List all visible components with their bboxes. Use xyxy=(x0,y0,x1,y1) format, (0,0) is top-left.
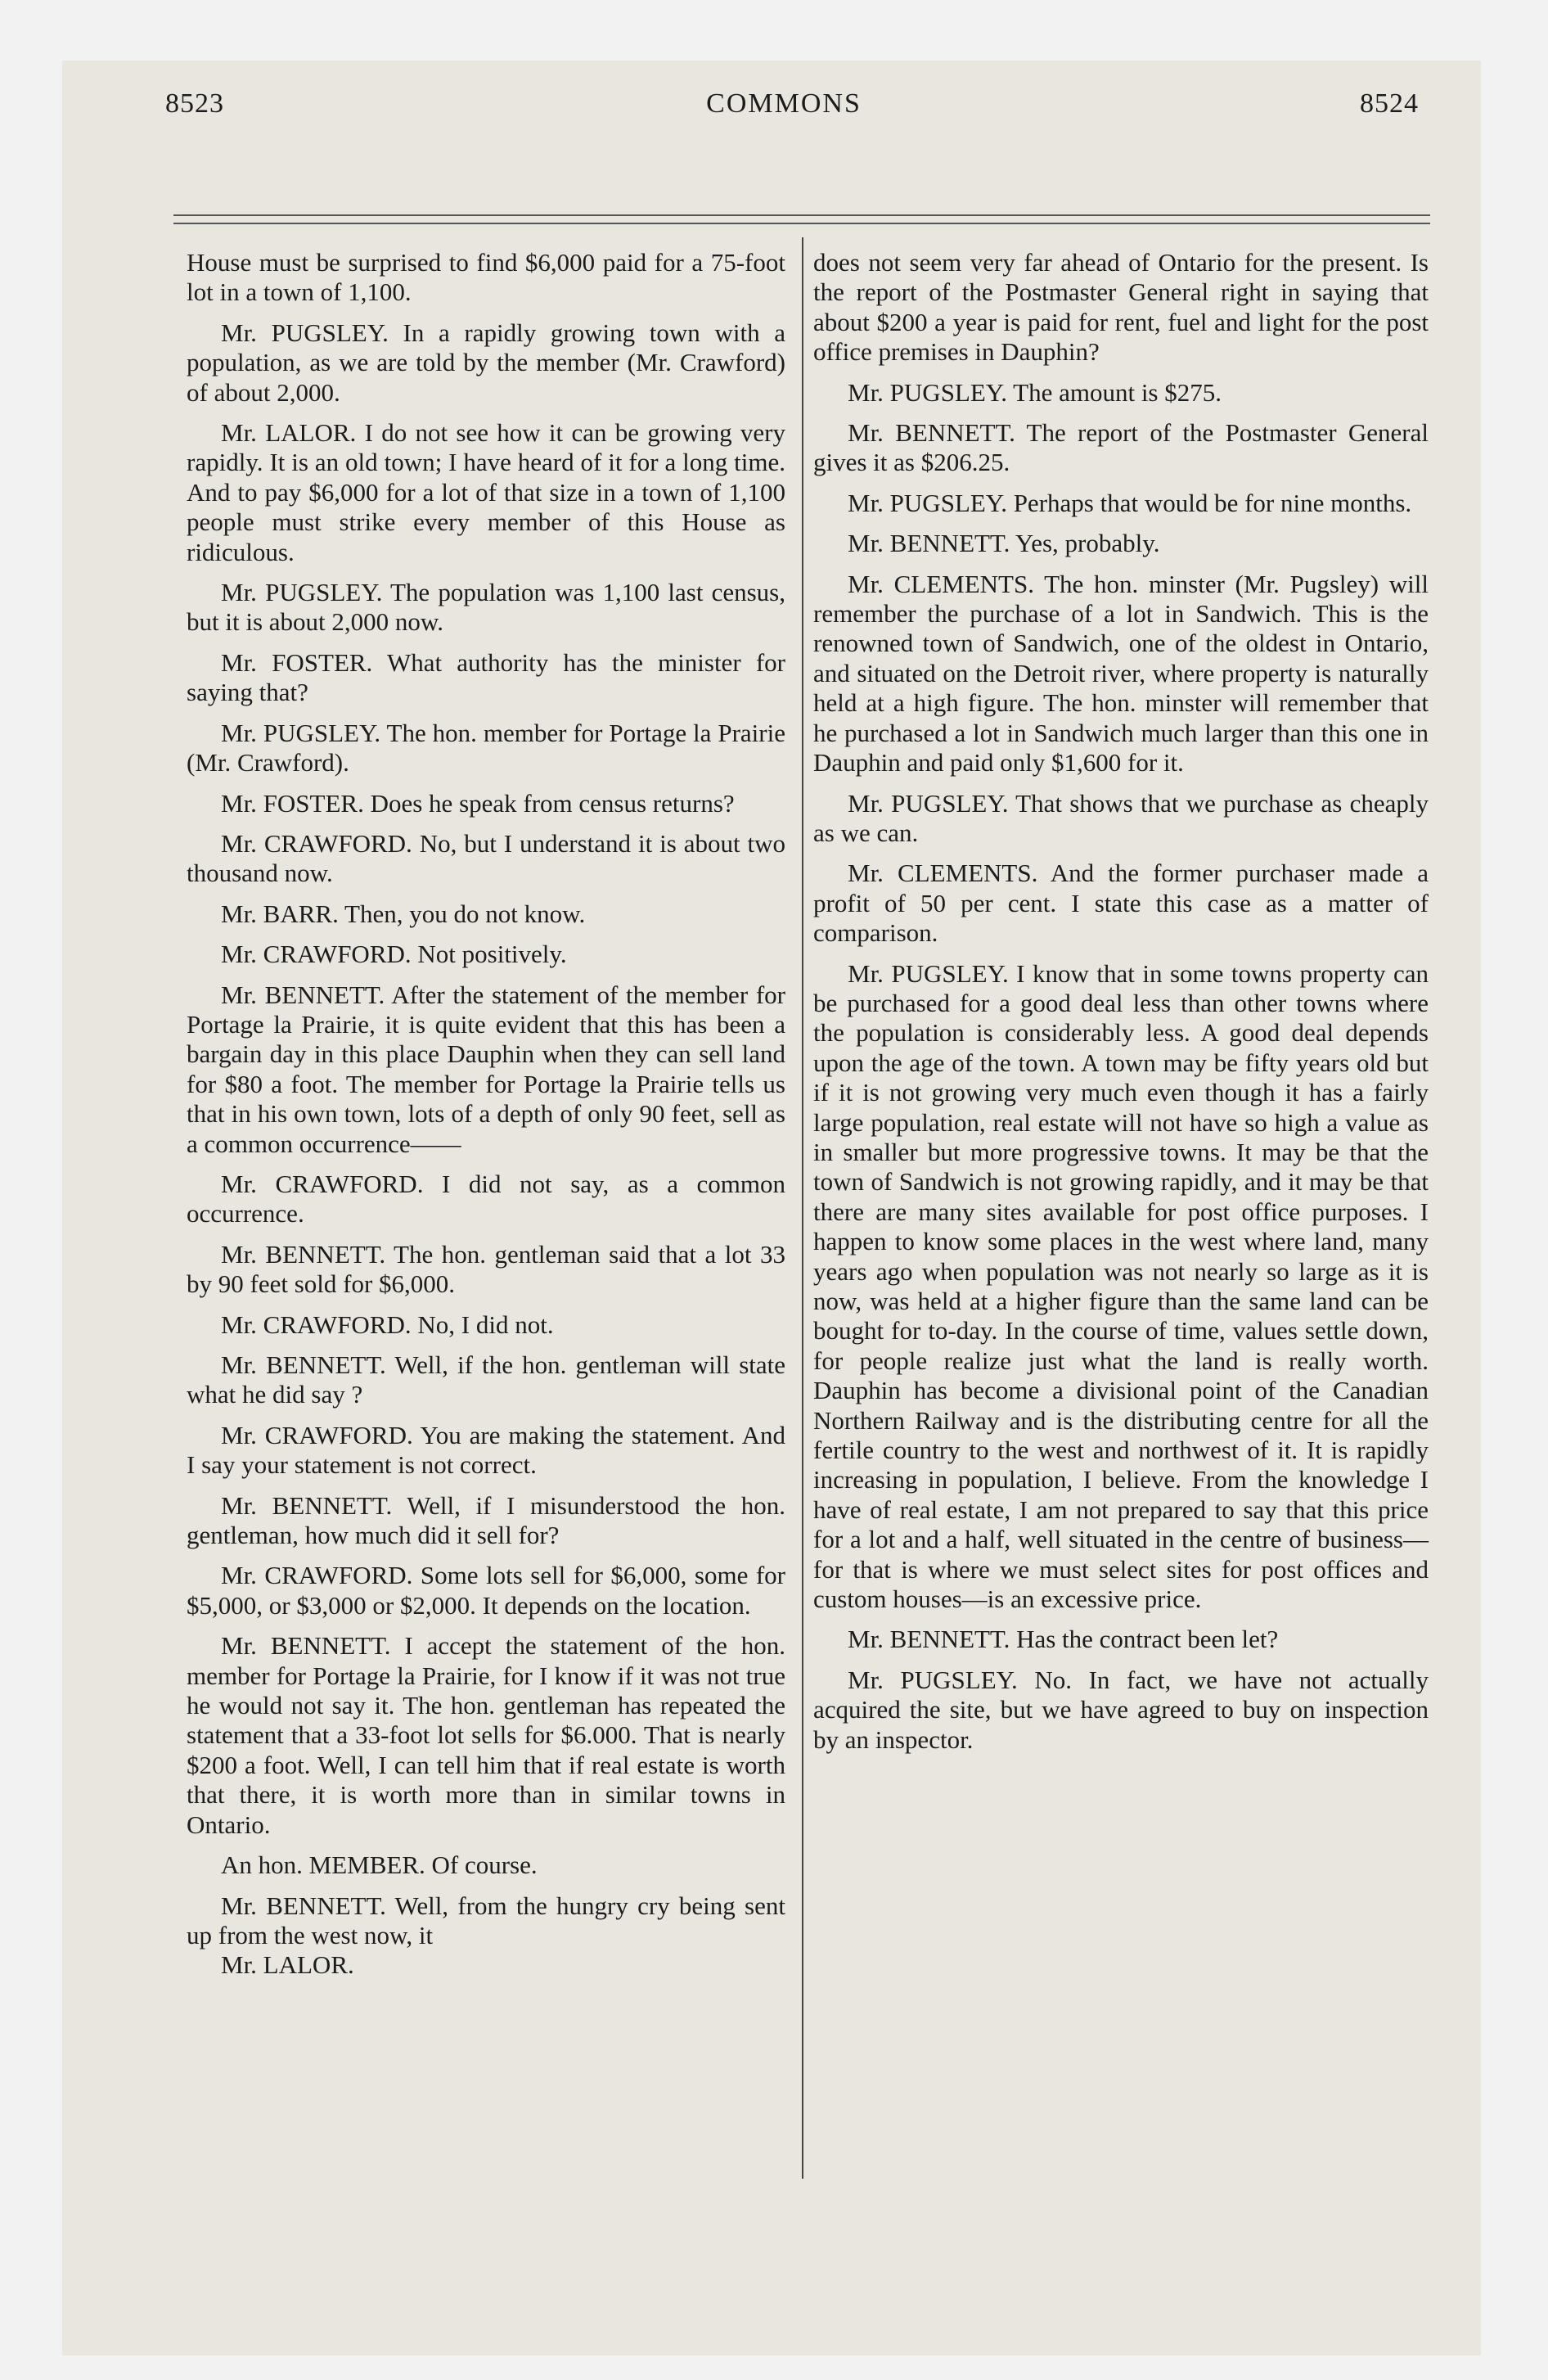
column-divider xyxy=(802,237,803,2179)
paragraph: Mr. CRAWFORD. No, I did not. xyxy=(221,1309,554,1339)
paragraph: Mr. CRAWFORD. You are making the statement. And I say your statement is not correct. xyxy=(187,1420,785,1480)
paragraph: Mr. BARR. Then, you do not know. xyxy=(221,899,586,928)
paragraph: Mr. PUGSLEY. I know that in some towns property can be purchased for a good deal less than other towns where the population is considerably less. A good deal depends upon the age of the town. A town may be fifty years old but if it is not growing very much even though it has a fairly large population, real estate will not have so high a value as in smaller but more progressive towns. It may be that the town of Sandwich is not growing rapidly, and it may be that there are many sites available for post office purposes. I happen to know some places in the west where land, many years ago when population was not nearly so large as it is now, was held at a higher figure than the same land can be bought for to-day. In the course of time, values settle down, for people realize just what the land is really worth. Dauphin has become a divisional point of the Canadian Northern Railway and is the distributing centre for all the fertile country to the west and northwest of it. It is rapidly increasing in population, I believe. From the knowledge I have of real estate, I am not prepared to say that this price for a lot and a half, well situated in the centre of business—for that is where we must select sites for post offices and custom houses—is an excessive price. xyxy=(813,958,1429,1614)
paragraph: Mr. LALOR. I do not see how it can be growing very rapidly. It is an old town; I have heard of it for a long time. And to pay $6,000 for a lot of that size in a town of 1,100 people must strike every member of this House as ridiculous. xyxy=(187,418,785,566)
paragraph: Mr. FOSTER. What authority has the minister for saying that? xyxy=(187,647,785,707)
paragraph: Mr. CRAWFORD. Some lots sell for $6,000, some for $5,000, or $3,000 or $2,000. It depends on the location. xyxy=(187,1561,785,1620)
footer-speaker-tag: Mr. LALOR. xyxy=(221,1950,354,1980)
header-rule-bottom xyxy=(173,223,1430,224)
paragraph: Mr. BENNETT. The report of the Postmaster General gives it as $206.25. xyxy=(813,418,1429,477)
paragraph: Mr. PUGSLEY. Perhaps that would be for nine months. xyxy=(848,488,1412,517)
paragraph: Mr. PUGSLEY. The population was 1,100 last census, but it is about 2,000 now. xyxy=(187,578,785,637)
paragraph: Mr. CLEMENTS. The hon. minster (Mr. Pugsley) will remember the purchase of a lot in Sandwich. This is the renowned town of Sandwich, one of the oldest in Ontario, and situated on the Detroit river, where property is naturally held at a high figure. The hon. minster will remember that he purchased a lot in Sandwich much larger than this one in Dauphin and paid only $1,600 for it. xyxy=(813,569,1429,778)
right-column xyxy=(813,248,1429,1765)
paragraph: Mr. CRAWFORD. Not positively. xyxy=(221,940,567,969)
paragraph: Mr. PUGSLEY. That shows that we purchase as cheaply as we can. xyxy=(813,788,1429,847)
paragraph: does not seem very far ahead of Ontario for the present. Is the report of the Postmaster General right in saying that about $200 a year is paid for rent, fuel and light for the post office premises in Dauphin? xyxy=(813,248,1429,367)
paragraph: Mr. BENNETT. Yes, probably. xyxy=(848,529,1160,558)
paragraph: Mr. PUGSLEY. In a rapidly growing town with a population, as we are told by the member (Mr. Crawford) of about 2,000. xyxy=(187,318,785,407)
paragraph: Mr. BENNETT. After the statement of the member for Portage la Prairie, it is quite evident that this has been a bargain day in this place Dauphin when they can sell land for $80 a foot. The member for Portage la Prairie tells us that in his own town, lots of a depth of only 90 feet, sell as a common occurrence—— xyxy=(187,980,785,1158)
paragraph: Mr. BENNETT. The hon. gentleman said that a lot 33 by 90 feet sold for $6,000. xyxy=(187,1239,785,1299)
paragraph: Mr. CRAWFORD. I did not say, as a common occurrence. xyxy=(187,1169,785,1228)
paragraph: Mr. BENNETT. Has the contract been let? xyxy=(848,1625,1279,1654)
paragraph: Mr. PUGSLEY. The hon. member for Portage la Prairie (Mr. Crawford). xyxy=(187,718,785,778)
left-page-number: 8523 xyxy=(165,88,224,119)
paragraph: Mr. BENNETT. I accept the statement of the hon. member for Portage la Prairie, for I know if it was not true he would not say it. The hon. gentleman has repeated the statement that a 33-foot lot sells for $6.000. That is nearly $200 a foot. Well, I can tell him that if real estate is worth that there, it is worth more than in similar towns in Ontario. xyxy=(187,1631,785,1839)
left-column xyxy=(187,248,785,1991)
paragraph: Mr. CLEMENTS. And the former purchaser made a profit of 50 per cent. I state this case as a matter of comparison. xyxy=(813,859,1429,948)
paragraph: Mr. PUGSLEY. No. In fact, we have not actually acquired the site, but we have agreed to buy on inspection by an inspector. xyxy=(813,1665,1429,1754)
paragraph: Mr. BENNETT. Well, if I misunderstood the hon. gentleman, how much did it sell for? xyxy=(187,1490,785,1550)
paragraph: Mr. BENNETT. Well, from the hungry cry being sent up from the west now, it xyxy=(187,1891,785,1950)
right-page-number: 8524 xyxy=(1360,88,1419,119)
paragraph: House must be surprised to find $6,000 paid for a 75-foot lot in a town of 1,100. xyxy=(187,248,785,307)
header-rule-top xyxy=(173,214,1430,216)
paragraph: Mr. CRAWFORD. No, but I understand it is about two thousand now. xyxy=(187,828,785,888)
paragraph: Mr. FOSTER. Does he speak from census returns? xyxy=(221,788,735,818)
paragraph: Mr. BENNETT. Well, if the hon. gentleman will state what he did say ? xyxy=(187,1350,785,1409)
paragraph: Mr. PUGSLEY. The amount is $275. xyxy=(848,377,1222,407)
page-title: COMMONS xyxy=(706,88,862,119)
paragraph: An hon. MEMBER. Of course. xyxy=(221,1850,538,1880)
